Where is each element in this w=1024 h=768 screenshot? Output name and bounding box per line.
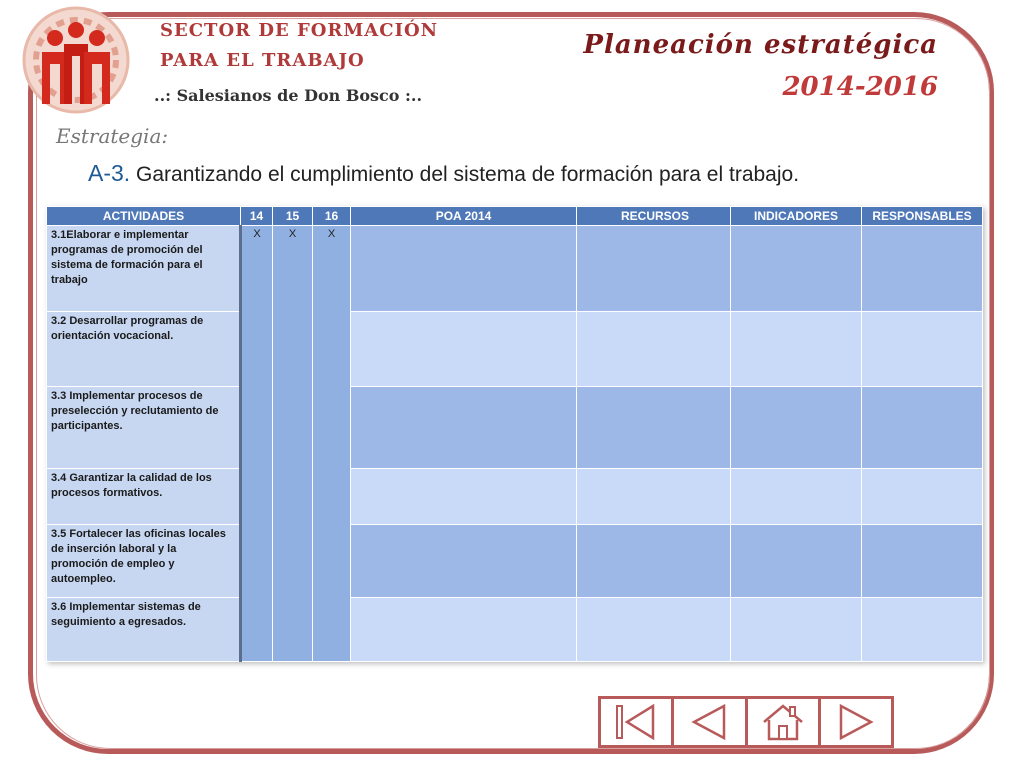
recursos-cell xyxy=(577,468,731,524)
home-button[interactable] xyxy=(748,699,821,745)
page-title: Planeación estratégica xyxy=(583,30,938,60)
poa-cell xyxy=(351,597,577,661)
salesianos-logo xyxy=(22,4,130,116)
indicadores-cell xyxy=(731,226,862,312)
poa-cell xyxy=(351,468,577,524)
planning-table xyxy=(46,206,983,662)
responsables-cell xyxy=(862,597,983,661)
activity-cell: 3.3 Implementar procesos de preselección y reclutamiento de participantes. xyxy=(47,387,241,468)
table-header-row xyxy=(47,207,983,226)
responsables-cell xyxy=(862,226,983,312)
responsables-cell xyxy=(862,312,983,387)
header-year-16: 16 xyxy=(313,207,351,226)
indicadores-cell xyxy=(731,312,862,387)
previous-button[interactable] xyxy=(674,699,747,745)
year-14-cell: X xyxy=(241,226,273,662)
indicadores-cell xyxy=(731,387,862,468)
first-page-button[interactable] xyxy=(601,699,674,745)
strategy-text: Garantizando el cumplimiento del sistema de formación para el trabajo. xyxy=(130,163,800,186)
activity-cell: 3.4 Garantizar la calidad de los procesos formativos. xyxy=(47,468,241,524)
activity-cell: 3.6 Implementar sistemas de seguimiento a egresados. xyxy=(47,597,241,661)
poa-cell xyxy=(351,524,577,597)
header-year-15: 15 xyxy=(273,207,313,226)
indicadores-cell xyxy=(731,468,862,524)
recursos-cell xyxy=(577,226,731,312)
header-actividades: ACTIVIDADES xyxy=(47,207,241,226)
recursos-cell xyxy=(577,597,731,661)
poa-cell xyxy=(351,226,577,312)
next-button[interactable] xyxy=(821,699,891,745)
table-row xyxy=(47,226,983,312)
first-page-icon xyxy=(613,703,659,741)
table-row xyxy=(47,387,983,468)
recursos-cell xyxy=(577,524,731,597)
header-recursos: RECURSOS xyxy=(577,207,731,226)
indicadores-cell xyxy=(731,524,862,597)
indicadores-cell xyxy=(731,597,862,661)
responsables-cell xyxy=(862,524,983,597)
activity-cell: 3.5 Fortalecer las oficinas locales de inserción laboral y la promoción de empleo y autoempleo. xyxy=(47,524,241,597)
brand-line-2: PARA EL TRABAJO xyxy=(160,50,365,71)
brand-line-3: ..: Salesianos de Don Bosco :.. xyxy=(154,86,423,105)
activity-cell: 3.2 Desarrollar programas de orientación vocacional. xyxy=(47,312,241,387)
responsables-cell xyxy=(862,387,983,468)
year-15-cell: X xyxy=(273,226,313,662)
navigation-bar xyxy=(598,696,894,748)
table-row xyxy=(47,312,983,387)
poa-cell xyxy=(351,312,577,387)
header-year-14: 14 xyxy=(241,207,273,226)
recursos-cell xyxy=(577,312,731,387)
brand-line-1: SECTOR DE FORMACIÓN xyxy=(160,20,439,41)
responsables-cell xyxy=(862,468,983,524)
table-row xyxy=(47,524,983,597)
table-row xyxy=(47,597,983,661)
year-16-cell: X xyxy=(313,226,351,662)
page-years: 2014-2016 xyxy=(782,72,938,102)
activity-cell: 3.1Elaborar e implementar programas de promoción del sistema de formación para el trabajo xyxy=(47,226,241,312)
table-row xyxy=(47,468,983,524)
home-icon xyxy=(760,702,806,742)
next-icon xyxy=(833,703,879,741)
strategy-heading: Estrategia: xyxy=(56,124,169,148)
header-indicadores: INDICADORES xyxy=(731,207,862,226)
previous-icon xyxy=(686,703,732,741)
header-responsables: RESPONSABLES xyxy=(862,207,983,226)
recursos-cell xyxy=(577,387,731,468)
poa-cell xyxy=(351,387,577,468)
header-poa-2014: POA 2014 xyxy=(351,207,577,226)
strategy-code: A-3. xyxy=(88,160,131,186)
strategy-statement xyxy=(88,160,799,187)
